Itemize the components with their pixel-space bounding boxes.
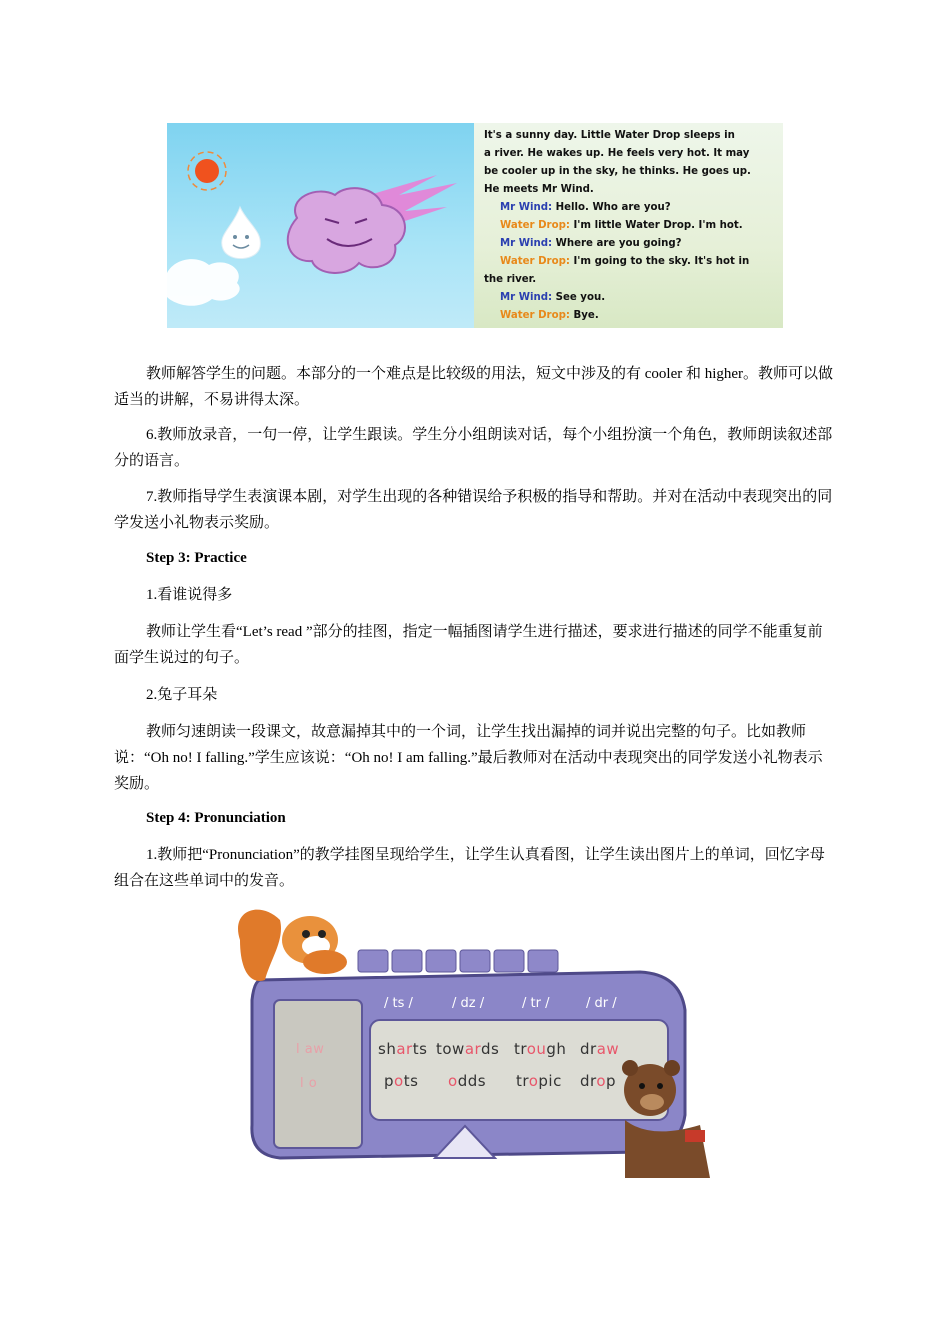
- dialogue-text: See you.: [552, 292, 606, 303]
- paragraph-rabbit-ears: 教师匀速朗读一段课文，故意漏掉其中的一个词，让学生找出漏掉的词并说出完整的句子。比如教师说：“Oh no! I falling.”学生应该说：“Oh no! I am falling.”最后教师对在活动中表现突出的同学发送小礼物表示奖励。: [114, 724, 823, 792]
- dialogue-text: I'm little Water Drop. I'm hot.: [569, 220, 743, 231]
- story-illustration: [167, 123, 783, 328]
- dialogue-text: Where are you going?: [552, 238, 682, 249]
- pronunciation-illustration: [230, 900, 715, 1180]
- story-line-2: a river. He wakes up. He feels very hot. It may: [484, 148, 750, 159]
- ipa-label-tr: / tr /: [522, 996, 550, 1011]
- activity-2-title: 2.兔子耳朵: [146, 687, 218, 703]
- word-sharts: sharts: [378, 1040, 428, 1058]
- speaker-label: Water Drop:: [500, 220, 570, 231]
- dialogue-line-1: [500, 199, 783, 217]
- dialogue-line-6: [500, 289, 783, 307]
- speaker-label: Water Drop:: [500, 310, 570, 321]
- word-trough: trough: [514, 1040, 567, 1058]
- paragraph-play: 7.教师指导学生表演课本剧，对学生出现的各种错误给予积极的指导和帮助。并对在活动中表现突出的同学发送小礼物表示奖励。: [114, 489, 833, 531]
- story-line-1: It's a sunny day. Little Water Drop sleeps in: [484, 130, 735, 141]
- ipa-label-ts: / ts /: [384, 996, 413, 1011]
- paragraph-comparatives: 教师解答学生的问题。本部分的一个难点是比较级的用法，短文中涉及的有 cooler 和 higher。教师可以做适当的讲解，不易讲得太深。: [114, 366, 834, 408]
- step-3-heading: Step 3: Practice: [146, 550, 247, 566]
- dialogue-text: Bye.: [569, 310, 599, 321]
- dialogue-line-7: [500, 307, 783, 325]
- left-word-1: l aw: [296, 1042, 325, 1057]
- paragraph-pronunciation: 1.教师把“Pronunciation”的教学挂图呈现给学生，让学生认真看图，让学生读出图片上的单词，回忆字母组合在这些单词中的发音。: [114, 847, 825, 889]
- wind-cloud-icon: [288, 175, 457, 273]
- squirrel-icon: [238, 910, 347, 981]
- story-line-4: He meets Mr Wind.: [484, 184, 594, 195]
- paragraph-recording: 6.教师放录音，一句一停，让学生跟读。学生分小组朗读对话，每个小组扮演一个角色，教师朗读叙述部分的语言。: [114, 427, 833, 469]
- paragraph-describe: 教师让学生看“Let’s read ”部分的挂图，指定一幅插图请学生进行描述，要求进行描述的同学不能重复前面学生说过的句子。: [114, 624, 823, 666]
- sky-scene: [167, 123, 474, 328]
- word-drop: drop: [580, 1072, 617, 1090]
- device-buttons: [358, 950, 558, 972]
- word-tropic: tropic: [516, 1072, 562, 1090]
- sky-drawing: [167, 123, 474, 328]
- speaker-label: Mr Wind:: [500, 292, 553, 303]
- dialogue-text: the river.: [484, 274, 537, 285]
- speaker-label: Water Drop:: [500, 256, 570, 267]
- water-drop-icon: [222, 207, 261, 259]
- dialogue-text: I'm going to the sky. It's hot in: [569, 256, 750, 267]
- dialogue-line-3: [500, 235, 783, 253]
- word-towards: towards: [436, 1040, 500, 1058]
- ipa-label-dr: / dr /: [586, 996, 617, 1011]
- story-text-panel: [474, 123, 783, 328]
- left-word-2: l o: [300, 1076, 318, 1091]
- dialogue-text: Hello. Who are you?: [552, 202, 671, 213]
- speaker-label: Mr Wind:: [500, 202, 553, 213]
- story-line-3: be cooler up in the sky, he thinks. He goes up.: [484, 166, 751, 177]
- sun-icon: [188, 152, 226, 190]
- word-pots: pots: [384, 1072, 419, 1090]
- speaker-label: Mr Wind:: [500, 238, 553, 249]
- word-odds: odds: [448, 1072, 487, 1090]
- step-4-heading: Step 4: Pronunciation: [146, 810, 286, 826]
- ipa-label-dz: / dz /: [452, 996, 485, 1011]
- dialogue-line-4: [500, 253, 783, 271]
- word-draw: draw: [580, 1040, 620, 1058]
- cloud-icon: [167, 259, 240, 306]
- activity-1-title: 1.看谁说得多: [146, 587, 233, 603]
- left-screen: [274, 1000, 362, 1148]
- dialogue-line-5: [484, 271, 783, 289]
- dialogue-line-2: [500, 217, 783, 235]
